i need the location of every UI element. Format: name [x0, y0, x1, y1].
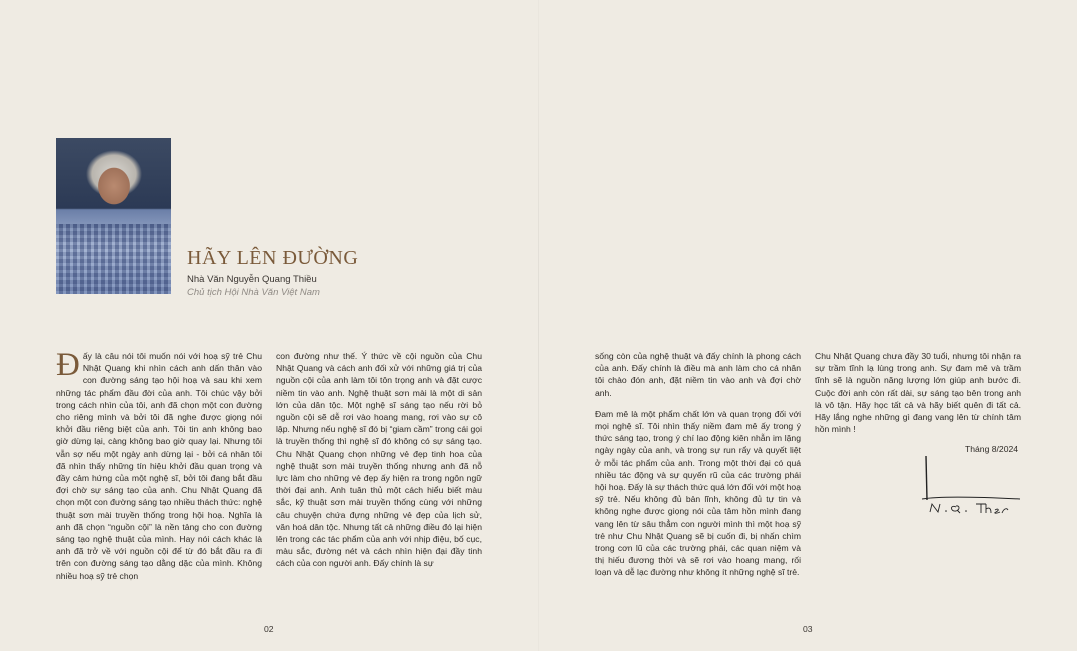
page-number-right: 03: [803, 624, 813, 634]
column-3-paragraph: sống còn của nghệ thuật và đấy chính là phong cách của anh. Đấy chính là điều mà anh làm cho cá nhân tôi chào đón anh, đặt niềm tin vào anh và đợi chờ anh.: [595, 351, 801, 398]
drop-cap: Đ: [56, 347, 80, 383]
author-signature: [920, 452, 1030, 522]
column-4-text: Chu Nhật Quang chưa đầy 30 tuổi, nhưng tôi nhận ra sự trầm tĩnh lạ lùng trong anh. Sự đam mê và trầm tĩnh sẽ là nguồn năng lượng lớn giúp anh bước đi. Cuộc đời anh còn rất dài, sự sáng tạo bên trong anh là vô tận. Hãy học tất cả và hãy biết quên đi tất cả. Hãy lắng nghe những gì đang vang lên từ chính tâm hồn mình !: [815, 351, 1021, 435]
author-role: Chủ tịch Hội Nhà Văn Việt Nam: [187, 287, 320, 298]
text-column-2: [276, 350, 482, 570]
author-portrait-photo: [56, 138, 171, 294]
column-3-paragraph: Đam mê là một phẩm chất lớn và quan trọng đối với mọi nghệ sĩ. Tôi nhìn thấy niềm đam mê ấy trong ý thức sáng tạo, trong ý chí lao động kiên nhẫn im lặng ngày ngày của anh, và trong sự run rẩy và quyết liệt ở mỗi tác phẩm của anh. Trong một thời đại có quá nhiều tác động và sự quyến rũ của các trường phái hội hoạ. Đấy là sự thách thức quá lớn đối với một hoạ sỹ trẻ. Nếu không đủ bản lĩnh, không đủ tự tin và không nghe được giọng nói của tâm hồn mình đang vang lên từ sâu thẳm con người mình thì một hoạ sỹ trẻ như Chu Nhật Quang sẽ bị cuốn đi, bị nhấn chìm trong cơn lũ của các trường phái, các quan niệm và thị hiếu đương thời và sẽ rơi vào hoang mang, rối loạn và dễ lạc đường như không ít những nghệ sĩ trẻ.: [595, 408, 801, 578]
text-column-3: [595, 350, 801, 588]
column-1-text: ấy là câu nói tôi muốn nói với hoạ sỹ trẻ Chu Nhật Quang khi nhìn cách anh dấn thân vào con đường sáng tạo hội hoạ và sau khi xem những tác phẩm đầu đời của anh. Tôi chúc vậy bởi trong cách nhìn của tôi, anh đã chọn một con đường cho riêng mình và bởi tôi đã nghe được giọng nói khởi đầu riêng biệt của anh. Tôi tin anh không bao giờ dừng lại, càng không bao giờ quay lại. Nhưng tôi vẫn sợ nếu một ngày anh dừng lại - bởi cá nhân tôi đã nhìn thấy những tín hiệu khởi đầu quan trọng và đầy cảm hứng của một nghệ sĩ, bởi tôi đang bắt đầu đợi chờ sự sáng tạo của anh. Chu Nhật Quang đã chọn một con đường sáng tạo nhiều thách thức: nghệ thuật sơn mài truyền thống trong hội hoạ. Nghĩa là anh đã chọn “nguồn cội” là nền tảng cho con đường sáng tạo nghệ thuật của mình. Hay nói cách khác là anh đã trở về với nguồn cội để từ đó bắt đầu ra đi trên con đường sáng tạo dằng dặc của mình. Không nhiều hoạ sỹ trẻ chọn: [56, 351, 262, 581]
text-column-1: [56, 347, 262, 582]
date-line: Tháng 8/2024: [965, 444, 1019, 454]
text-column-4: [815, 350, 1021, 435]
author-name: Nhà Văn Nguyễn Quang Thiều: [187, 274, 317, 285]
article-title: HÃY LÊN ĐƯỜNG: [187, 247, 359, 269]
column-2-text: con đường như thế. Ý thức về cội nguồn của Chu Nhật Quang và cách anh đối xử với những giá trị của nguồn cội của anh làm tôi tôn trọng anh và đặt cược niềm tin vào anh. Nghệ thuật sơn mài là một di sản lớn của dân tộc. Một nghệ sĩ sáng tạo nếu rời bỏ nguồn cội sẽ dễ rơi vào hoang mang, rơi vào sự cô lập. Nhưng nếu nghệ sĩ đó bị “giam cầm” trong cái gọi là truyền thống thì nghệ sĩ đó không có sự sáng tạo. Chu Nhật Quang chọn những vẻ đẹp tinh hoa của nghệ thuật sơn mài truyền thống nhưng anh đã nỗ lực làm cho những vẻ đẹp ấy hiện ra trong ngôn ngữ thời đại anh. Anh tuân thủ một cách hiểu biết màu sắc, kỹ thuật sơn mài truyền thống cùng với những câu chuyện chứa đựng những vẻ đẹp của lịch sử, văn hoá dân tộc. Nhưng tất cả những điều đó lại hiện lên trong các tác phẩm của anh với nhịp điệu, bố cục, màu sắc, đường nét và cách nhìn hiện đại đầy tinh cách của con người anh. Đấy chính là sự: [276, 351, 482, 569]
page-number-left: 02: [264, 624, 274, 634]
page-fold: [538, 0, 539, 651]
